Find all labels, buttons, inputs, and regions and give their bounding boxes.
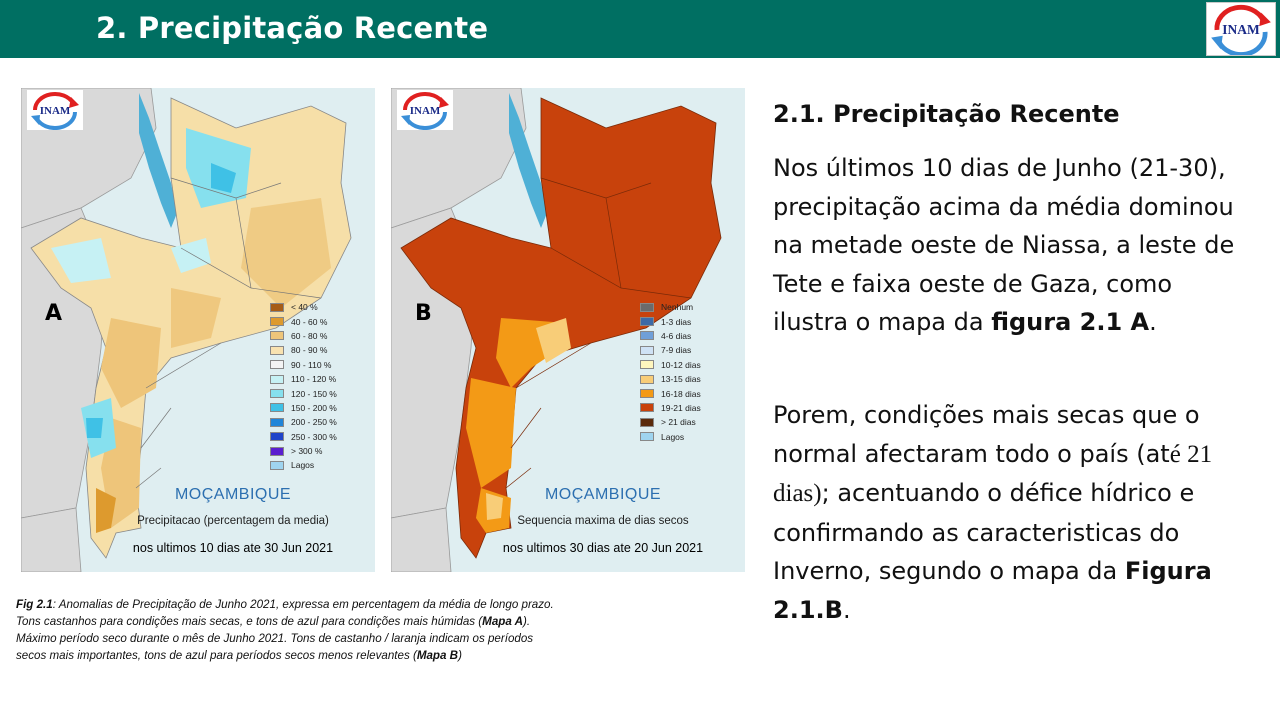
map-b-letter: B (415, 301, 432, 326)
caption-line1-text: : Anomalias de Precipitação de Junho 2021, expressa em percentagem da média de longo prazo. (52, 598, 554, 611)
map-b-legend-swatch (640, 432, 654, 441)
map-a-legend-item (270, 415, 337, 429)
map-a-legend-label: < 40 % (291, 302, 318, 313)
map-b-country-label: MOÇAMBIQUE (544, 486, 662, 503)
map-a-legend-label: 80 - 90 % (291, 345, 328, 356)
map-a-legend-item (270, 314, 337, 328)
map-a-legend-item (270, 444, 337, 458)
para2-text-a: Porem, condições mais secas que o normal afectaram todo o país (at (773, 401, 1200, 468)
caption-line4b-text: ) (458, 649, 462, 662)
map-a-legend-swatch (270, 375, 284, 384)
para2-text-b: ; acentuando o défice hídrico e confirmando as caracteristicas do Inverno, segundo o mapa da (773, 479, 1195, 585)
header-bar (0, 0, 1280, 58)
map-a-legend-swatch (270, 447, 284, 456)
map-b-date: nos ultimos 30 dias ate 20 Jun 2021 (502, 541, 704, 555)
map-b-legend-swatch (640, 418, 654, 427)
map-a-legend-label: 200 - 250 % (291, 417, 337, 428)
caption-line-4 (16, 647, 716, 664)
caption-line-1 (16, 596, 716, 613)
para2-bold: Figura 2.1.B (773, 557, 1212, 624)
map-a-inam-logo (27, 90, 83, 130)
map-b-legend-label: > 21 dias (661, 417, 696, 428)
para1-end: . (1149, 308, 1157, 336)
caption-fig-label: Fig 2.1 (16, 598, 53, 611)
map-b-legend-item (640, 430, 701, 444)
map-b-legend-swatch (640, 346, 654, 355)
map-a-legend-label: Lagos (291, 460, 315, 471)
map-b-legend (640, 300, 701, 444)
map-b-dry-spell (391, 88, 745, 572)
map-b-legend-item (640, 372, 701, 386)
map-a-legend-item (270, 430, 337, 444)
map-a-legend-swatch (270, 432, 284, 441)
map-a-legend-swatch (270, 403, 284, 412)
map-b-logo-text: INAM (409, 105, 441, 117)
map-a-legend-item (270, 401, 337, 415)
caption-line4a-text: secos mais importantes, tons de azul para períodos secos menos relevantes ( (16, 649, 417, 662)
map-a-legend-label: > 300 % (291, 446, 323, 457)
caption-line-2 (16, 613, 716, 630)
paragraph-2 (773, 396, 1253, 629)
map-a-precipitation-anomaly (21, 88, 375, 572)
map-b-legend-item (640, 386, 701, 400)
map-a-legend-item (270, 458, 337, 472)
map-b-legend-item (640, 358, 701, 372)
map-a-letter: A (45, 301, 63, 326)
paragraph-1 (773, 149, 1253, 342)
map-b-legend-item (640, 401, 701, 415)
map-b-legend-label: 13-15 dias (661, 374, 701, 385)
map-b-legend-item (640, 343, 701, 357)
para2-serif-text: é 21 dias) (773, 440, 1213, 507)
inam-logo (1206, 2, 1276, 56)
map-b-legend-item (640, 329, 701, 343)
para1-text: Nos últimos 10 dias de Junho (21-30), precipitação acima da média dominou na metade oeste de Niassa, a leste de Tete e faixa oeste de Gaza, como ilustra o mapa da (773, 154, 1235, 336)
map-a-legend-swatch (270, 303, 284, 312)
map-a-legend-item (270, 329, 337, 343)
map-a-legend-swatch (270, 346, 284, 355)
map-a-legend-item (270, 343, 337, 357)
map-a-logo-text: INAM (39, 105, 71, 117)
map-a-legend-swatch (270, 317, 284, 326)
map-b-legend-swatch (640, 317, 654, 326)
map-b-legend-item (640, 314, 701, 328)
map-a-legend-label: 60 - 80 % (291, 330, 328, 341)
map-a-legend-item (270, 358, 337, 372)
map-b-legend-item (640, 300, 701, 314)
section-title: 2.1. Precipitação Recente (773, 100, 1120, 128)
map-a-legend-swatch (270, 418, 284, 427)
map-a-legend-swatch (270, 360, 284, 369)
map-b-legend-swatch (640, 331, 654, 340)
map-a-legend-label: 250 - 300 % (291, 431, 337, 442)
caption-line-3: Máximo período seco durante o mês de Junho 2021. Tons de castanho / laranja indicam os períodos (16, 632, 534, 645)
map-b-legend-label: 4-6 dias (661, 330, 692, 341)
figure-caption (16, 596, 716, 664)
map-b-legend-swatch (640, 403, 654, 412)
map-b-legend-label: 19-21 dias (661, 402, 701, 413)
map-a-legend-swatch (270, 461, 284, 470)
para1-bold: figura 2.1 A (991, 308, 1150, 336)
map-a-legend-label: 150 - 200 % (291, 402, 337, 413)
map-b-legend-swatch (640, 303, 654, 312)
para2-end: . (842, 595, 851, 624)
map-a-legend-item (270, 372, 337, 386)
map-a-date: nos ultimos 10 dias ate 30 Jun 2021 (132, 541, 334, 555)
logo-text: INAM (1222, 21, 1260, 37)
page-title: 2. Precipitação Recente (96, 11, 489, 45)
map-b-legend-label: 16-18 dias (661, 388, 701, 399)
map-b-legend-label: Lagos (661, 431, 685, 442)
map-b-legend-label: 7-9 dias (661, 345, 692, 356)
map-a-legend-item (270, 386, 337, 400)
caption-map-b-label: Mapa B (416, 649, 459, 662)
map-a-legend-swatch (270, 331, 284, 340)
map-b-legend-label: 10-12 dias (661, 359, 701, 370)
map-a-legend-label: 90 - 110 % (291, 359, 332, 370)
map-a-legend-label: 110 - 120 % (291, 374, 337, 385)
map-a-country-label: MOÇAMBIQUE (174, 486, 292, 503)
caption-line2b-text: ). (522, 615, 531, 628)
map-b-inam-logo (397, 90, 453, 130)
map-b-legend-swatch (640, 375, 654, 384)
map-b-legend-label: Nenhum (661, 302, 694, 313)
map-b-legend-swatch (640, 360, 654, 369)
caption-map-a-label: Mapa A (482, 615, 523, 628)
map-a-legend-swatch (270, 389, 284, 398)
map-b-legend-item (640, 415, 701, 429)
map-b-legend-swatch (640, 389, 654, 398)
map-b-legend-label: 1-3 dias (661, 316, 692, 327)
map-a-subtitle: Precipitacao (percentagem da media) (137, 515, 329, 527)
map-a-legend-label: 40 - 60 % (291, 316, 328, 327)
map-a-legend (270, 300, 337, 473)
map-b-subtitle: Sequencia maxima de dias secos (517, 515, 689, 527)
caption-line2a-text: Tons castanhos para condições mais secas, e tons de azul para condições mais húmidas ( (16, 615, 483, 628)
map-a-legend-item (270, 300, 337, 314)
map-a-legend-label: 120 - 150 % (291, 388, 337, 399)
